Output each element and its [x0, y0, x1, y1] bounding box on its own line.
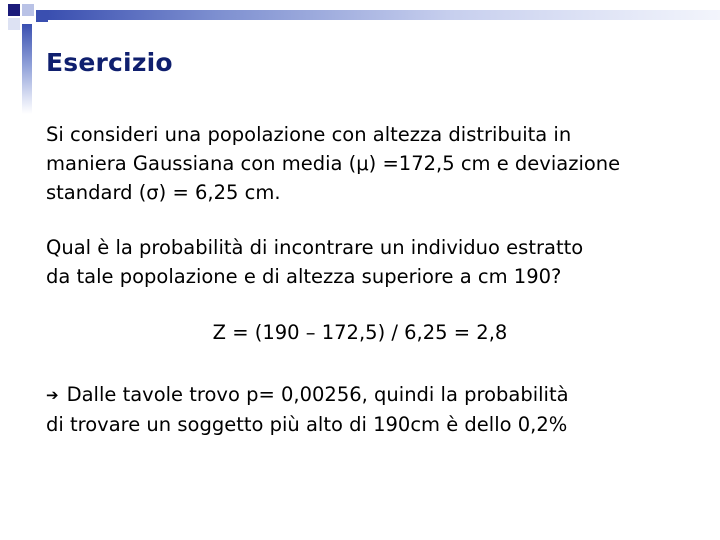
conclusion-line-1	[46, 380, 686, 410]
conclusion	[46, 380, 686, 439]
z-score-formula: Z = (190 – 172,5) / 6,25 = 2,8	[212, 321, 508, 344]
text-line: Si consideri una popolazione con altezza distribuita in	[46, 123, 572, 146]
text-line: da tale popolazione e di altezza superiore a cm 190?	[46, 265, 562, 288]
corner-square-decoration	[8, 4, 20, 16]
corner-square-decoration	[36, 10, 48, 22]
question	[46, 233, 686, 291]
text-line: standard (σ) = 6,25 cm.	[46, 181, 281, 204]
corner-square-decoration	[22, 4, 34, 16]
side-gradient-bar	[22, 24, 32, 114]
text-line: Qual è la probabilità di incontrare un individuo estratto	[46, 236, 584, 259]
text-line: di trovare un soggetto più alto di 190cm è dello 0,2%	[46, 413, 568, 436]
slide-title: Esercizio	[46, 48, 173, 77]
arrow-right-icon: ➔	[46, 386, 59, 404]
problem-statement	[46, 120, 686, 207]
text-line: Dalle tavole trovo p= 0,00256, quindi la probabilità	[66, 383, 569, 406]
header-gradient-bar	[48, 10, 720, 20]
text-line: maniera Gaussiana con media (μ) =172,5 cm e deviazione	[46, 152, 621, 175]
corner-square-decoration	[8, 18, 20, 30]
